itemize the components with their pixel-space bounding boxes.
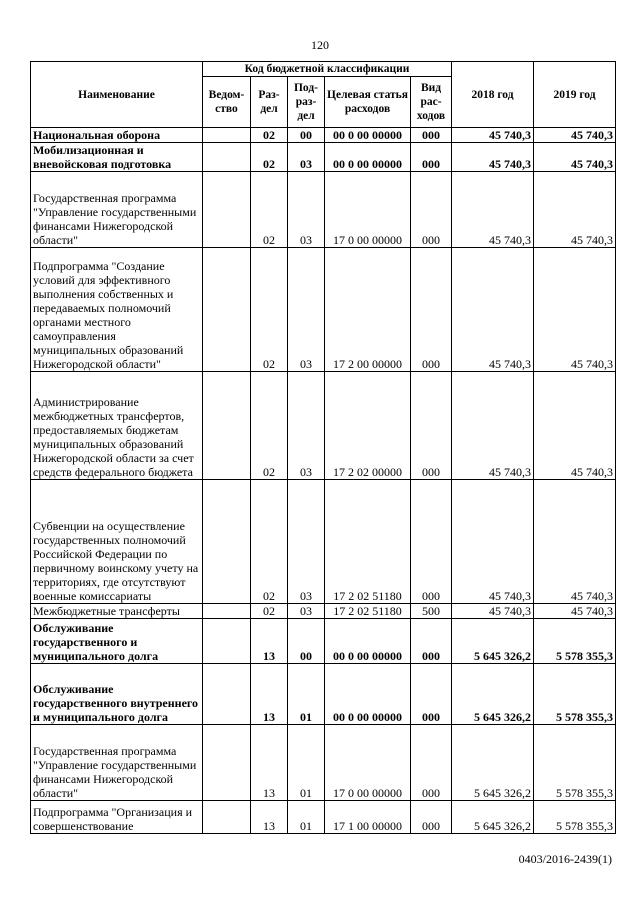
cell-2019: 45 740,3 [534, 172, 616, 248]
cell-vedomstvo [203, 248, 251, 372]
table-row [31, 172, 616, 248]
cell-2018: 45 740,3 [452, 143, 534, 172]
cell-razdel: 13 [251, 801, 288, 834]
cell-statya: 17 2 02 51180 [325, 604, 411, 619]
budget-table [30, 61, 616, 834]
cell-vid: 000 [411, 248, 452, 372]
cell-vid: 000 [411, 372, 452, 480]
cell-statya: 17 0 00 00000 [325, 172, 411, 248]
cell-vedomstvo [203, 801, 251, 834]
cell-vid: 000 [411, 619, 452, 664]
cell-statya: 17 2 00 00000 [325, 248, 411, 372]
cell-vid: 000 [411, 480, 452, 604]
table-row [31, 604, 616, 619]
table-body [31, 128, 616, 834]
cell-razdel: 13 [251, 725, 288, 801]
cell-2018: 45 740,3 [452, 604, 534, 619]
cell-name: Мобилизационная и вневойсковая подготовка [31, 143, 203, 172]
cell-name: Обслуживание государственного и муниципального долга [31, 619, 203, 664]
table-row [31, 128, 616, 143]
cell-razdel: 02 [251, 248, 288, 372]
cell-podrazdel: 01 [288, 664, 325, 725]
cell-name: Субвенции на осуществление государственных полномочий Российской Федерации по первичному воинскому учету на территориях, где отсутствуют военные комиссариаты [31, 480, 203, 604]
cell-razdel: 02 [251, 604, 288, 619]
cell-razdel: 02 [251, 172, 288, 248]
cell-statya: 17 0 00 00000 [325, 725, 411, 801]
cell-2018: 5 645 326,2 [452, 619, 534, 664]
cell-2019: 5 578 355,3 [534, 664, 616, 725]
cell-podrazdel: 03 [288, 143, 325, 172]
cell-name: Подпрограмма "Создание условий для эффективного выполнения собственных и передаваемых полномочий органами местного самоуправления муниципальных образований Нижегородской области" [31, 248, 203, 372]
cell-statya: 17 2 02 51180 [325, 480, 411, 604]
cell-2018: 45 740,3 [452, 372, 534, 480]
cell-2019: 45 740,3 [534, 248, 616, 372]
cell-vedomstvo [203, 664, 251, 725]
table-row [31, 725, 616, 801]
cell-2019: 45 740,3 [534, 480, 616, 604]
cell-vedomstvo [203, 480, 251, 604]
cell-2018: 45 740,3 [452, 248, 534, 372]
cell-2018: 5 645 326,2 [452, 664, 534, 725]
cell-razdel: 13 [251, 619, 288, 664]
cell-vedomstvo [203, 128, 251, 143]
cell-vid: 000 [411, 664, 452, 725]
cell-razdel: 13 [251, 664, 288, 725]
cell-statya: 00 0 00 00000 [325, 619, 411, 664]
cell-razdel: 02 [251, 372, 288, 480]
cell-statya: 00 0 00 00000 [325, 128, 411, 143]
cell-statya: 17 2 02 00000 [325, 372, 411, 480]
cell-2018: 45 740,3 [452, 172, 534, 248]
table-row [31, 248, 616, 372]
table-row [31, 372, 616, 480]
cell-vedomstvo [203, 725, 251, 801]
cell-vedomstvo [203, 143, 251, 172]
table-row [31, 143, 616, 172]
cell-2019: 5 578 355,3 [534, 801, 616, 834]
document-code: 0403/2016-2439(1) [518, 852, 612, 866]
cell-podrazdel: 00 [288, 128, 325, 143]
table-row [31, 619, 616, 664]
table-row [31, 480, 616, 604]
cell-statya: 17 1 00 00000 [325, 801, 411, 834]
cell-2019: 45 740,3 [534, 604, 616, 619]
cell-podrazdel: 01 [288, 725, 325, 801]
cell-2019: 45 740,3 [534, 372, 616, 480]
table-row [31, 801, 616, 834]
cell-2019: 5 578 355,3 [534, 619, 616, 664]
table-row [31, 664, 616, 725]
cell-name: Национальная оборона [31, 128, 203, 143]
cell-statya: 00 0 00 00000 [325, 143, 411, 172]
cell-name: Администрирование межбюджетных трансфертов, предоставляемых бюджетам муниципальных образований Нижегородской области за счет средств федерального бюджета [31, 372, 203, 480]
cell-2019: 45 740,3 [534, 143, 616, 172]
cell-podrazdel: 03 [288, 480, 325, 604]
cell-2018: 45 740,3 [452, 480, 534, 604]
cell-vedomstvo [203, 619, 251, 664]
cell-podrazdel: 00 [288, 619, 325, 664]
cell-2019: 5 578 355,3 [534, 725, 616, 801]
cell-vid: 500 [411, 604, 452, 619]
cell-name: Государственная программа "Управление государственными финансами Нижегородской области" [31, 172, 203, 248]
cell-podrazdel: 03 [288, 248, 325, 372]
cell-name: Государственная программа "Управление государственными финансами Нижегородской области" [31, 725, 203, 801]
col-header-statya: Целевая статья расходов [325, 77, 411, 128]
col-header-2019: 2019 год [534, 62, 616, 128]
col-header-podrazdel: Под-раз-дел [288, 77, 325, 128]
cell-name: Межбюджетные трансферты [31, 604, 203, 619]
cell-vid: 000 [411, 143, 452, 172]
cell-vid: 000 [411, 801, 452, 834]
cell-2018: 45 740,3 [452, 128, 534, 143]
cell-name: Подпрограмма "Организация и совершенствование [31, 801, 203, 834]
cell-podrazdel: 03 [288, 604, 325, 619]
cell-podrazdel: 03 [288, 172, 325, 248]
cell-vedomstvo [203, 172, 251, 248]
cell-podrazdel: 01 [288, 801, 325, 834]
cell-2018: 5 645 326,2 [452, 801, 534, 834]
cell-vedomstvo [203, 372, 251, 480]
cell-2019: 45 740,3 [534, 128, 616, 143]
col-header-vedomstvo: Ведом-ство [203, 77, 251, 128]
col-header-2018: 2018 год [452, 62, 534, 128]
cell-razdel: 02 [251, 128, 288, 143]
cell-2018: 5 645 326,2 [452, 725, 534, 801]
col-header-razdel: Раз-дел [251, 77, 288, 128]
cell-vid: 000 [411, 725, 452, 801]
cell-vedomstvo [203, 604, 251, 619]
col-header-vid: Вид рас-ходов [411, 77, 452, 128]
cell-vid: 000 [411, 128, 452, 143]
col-header-group: Код бюджетной классификации [203, 62, 452, 77]
cell-vid: 000 [411, 172, 452, 248]
cell-name: Обслуживание государственного внутреннего и муниципального долга [31, 664, 203, 725]
cell-razdel: 02 [251, 143, 288, 172]
col-header-name: Наименование [31, 62, 203, 128]
page-number: 120 [311, 38, 329, 52]
cell-podrazdel: 03 [288, 372, 325, 480]
cell-razdel: 02 [251, 480, 288, 604]
cell-statya: 00 0 00 00000 [325, 664, 411, 725]
